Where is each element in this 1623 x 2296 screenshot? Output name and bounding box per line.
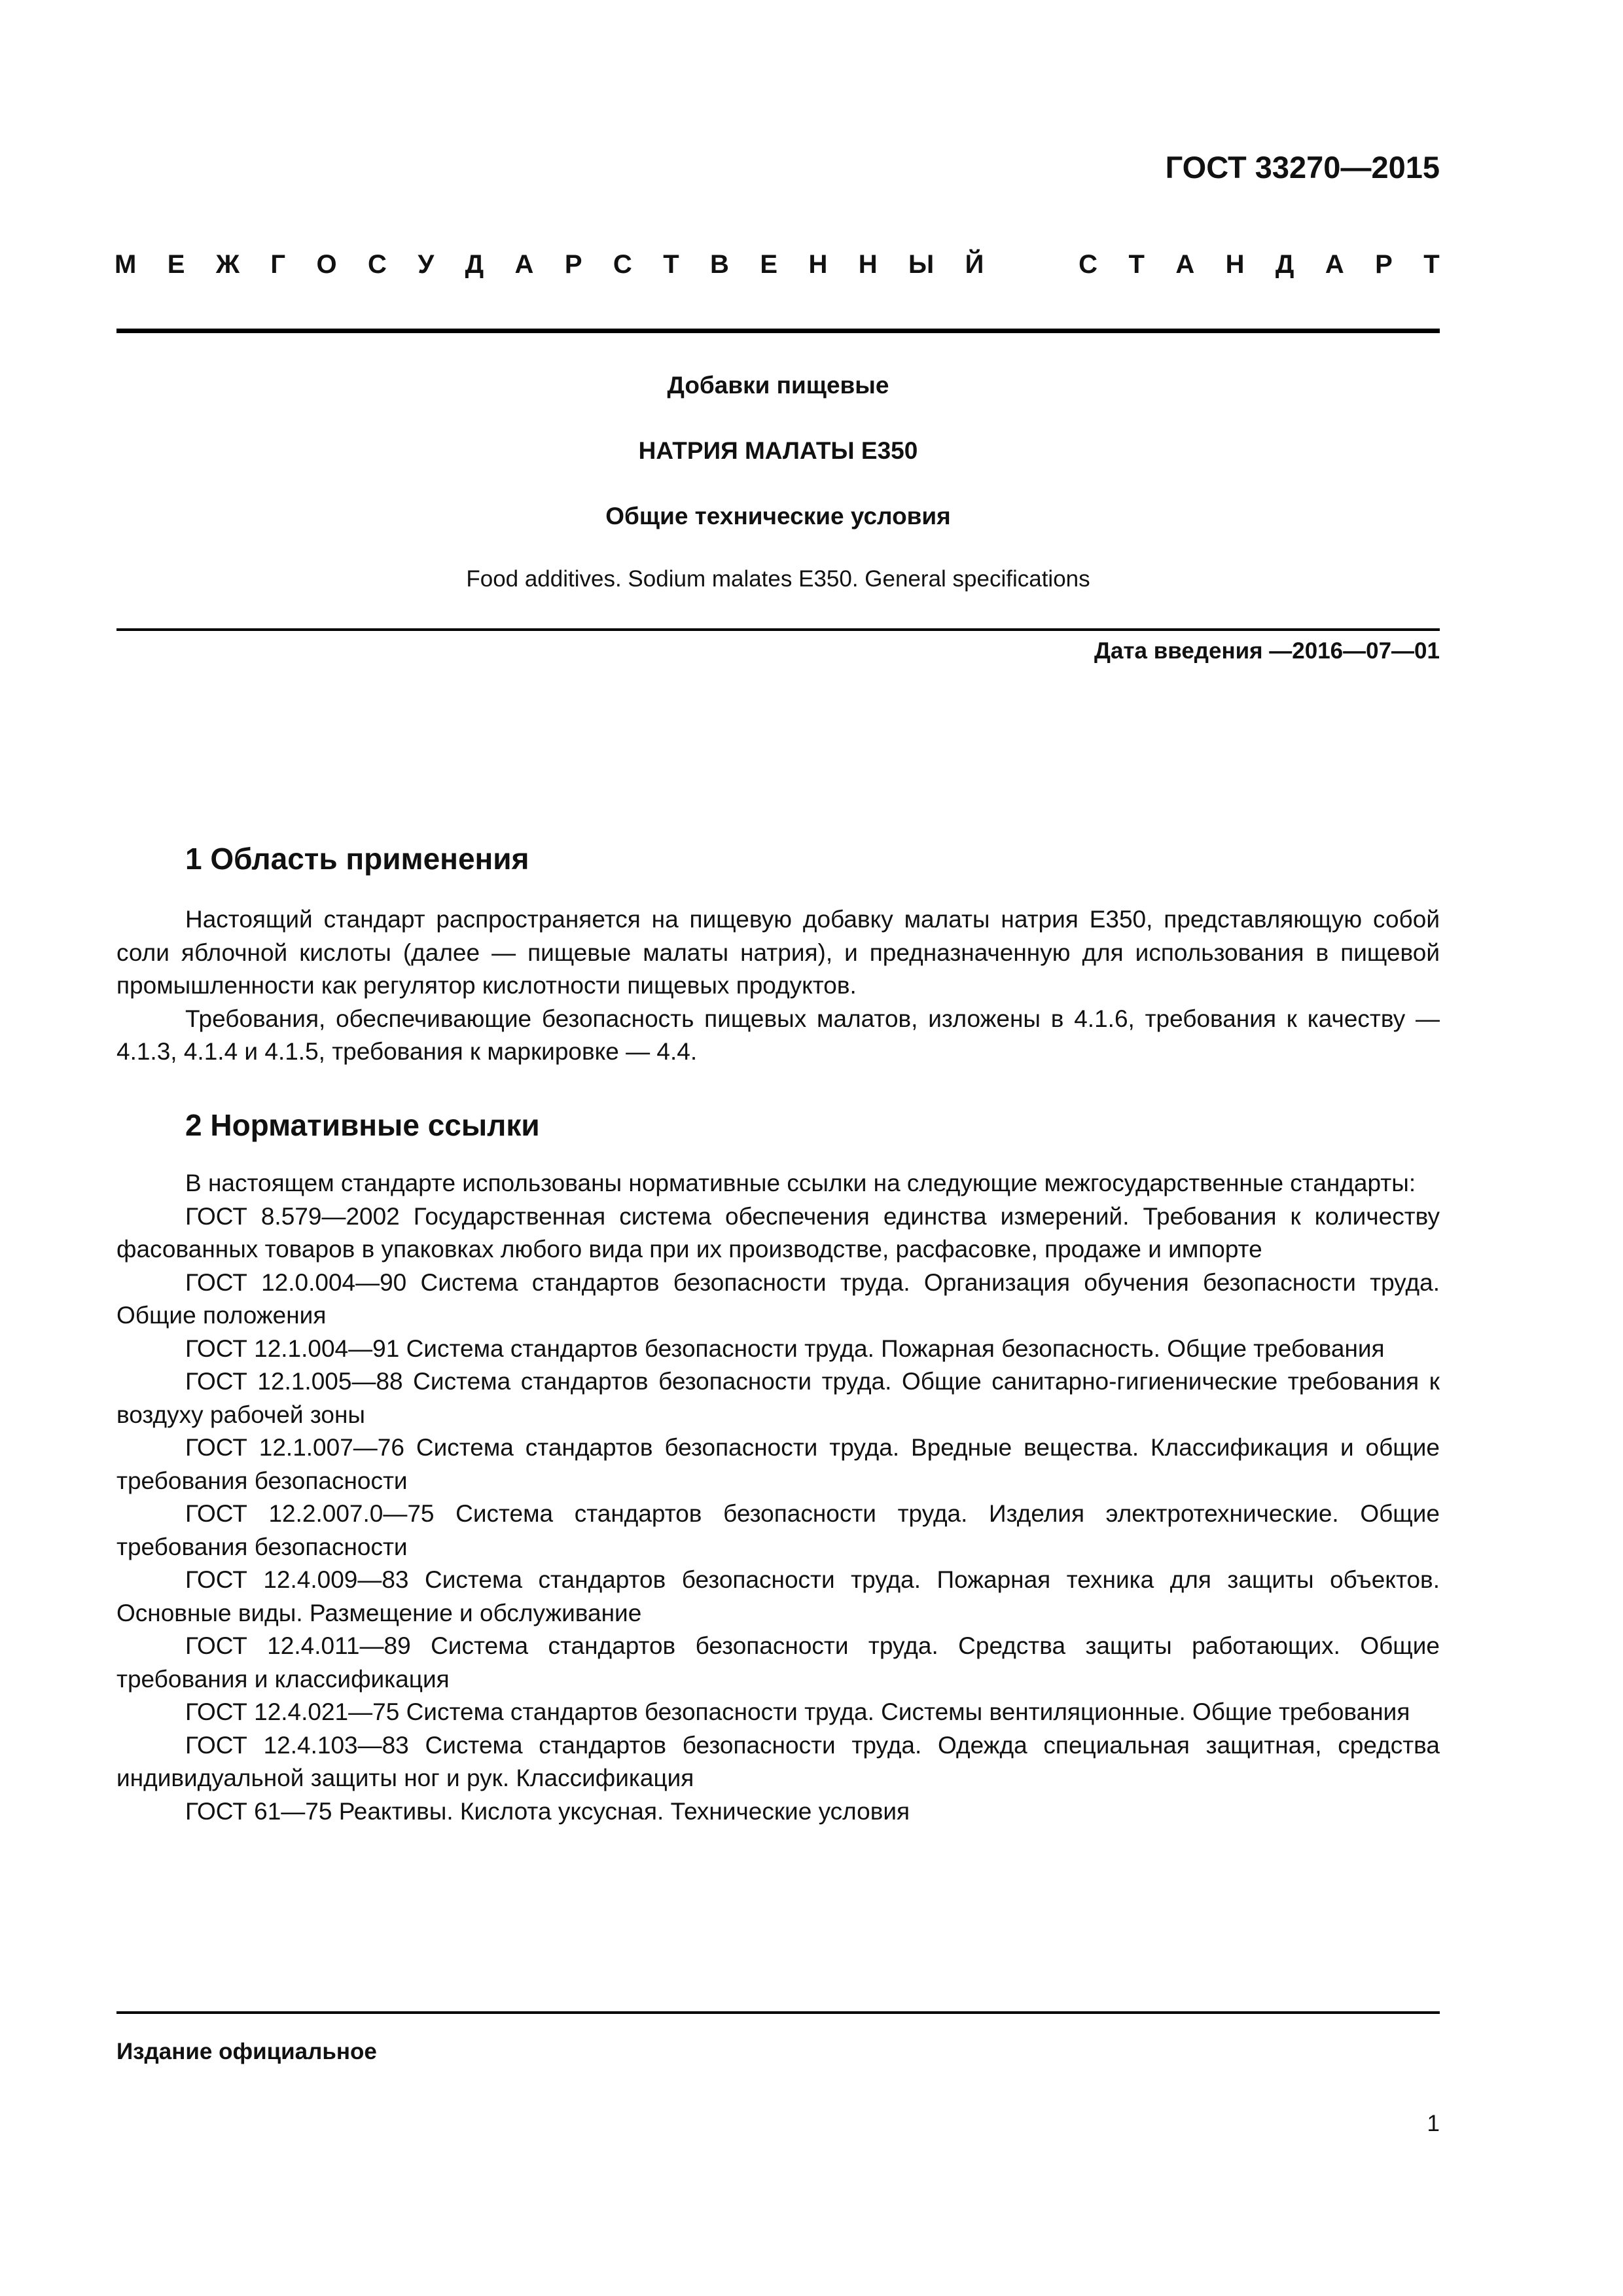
heading-letter: М bbox=[115, 250, 137, 279]
heading-letter: С bbox=[613, 250, 632, 279]
paragraph: Настоящий стандарт распространяется на пищевую добавку малаты натрия Е350, представляющую собой соли яблочной кислоты (далее — пищевые малаты натрия), и предназначенную для использования в пищевой промышленности как регулятор кислотности пищевых продуктов. bbox=[116, 906, 1440, 999]
footer-divider bbox=[116, 2011, 1440, 2014]
heading-letter: Т bbox=[663, 250, 679, 279]
official-edition-label: Издание официальное bbox=[116, 2039, 377, 2064]
english-title: Food additives. Sodium malates E350. General specifications bbox=[466, 566, 1090, 592]
reference-item: ГОСТ 12.1.005—88 Система стандартов безопасности труда. Общие санитарно-гигиенические требования к воздуху рабочей зоны bbox=[116, 1368, 1440, 1428]
section-1-heading: 1 Область применения bbox=[185, 842, 529, 876]
heading-letter: Т bbox=[1128, 250, 1145, 279]
heading-letter: Е bbox=[167, 250, 185, 279]
heading-letter: А bbox=[1175, 250, 1195, 279]
page-number: 1 bbox=[1427, 2111, 1440, 2136]
title-line-2: НАТРИЯ МАЛАТЫ Е350 bbox=[638, 437, 918, 464]
heading-letter: О bbox=[316, 250, 337, 279]
heading-letter: С bbox=[1079, 250, 1098, 279]
title-divider bbox=[116, 628, 1440, 631]
heading-letter: Т bbox=[1423, 250, 1440, 279]
heading-letter: Р bbox=[1375, 250, 1393, 279]
reference-item: ГОСТ 61—75 Реактивы. Кислота уксусная. Технические условия bbox=[185, 1797, 910, 1825]
title-line-1: Добавки пищевые bbox=[667, 372, 889, 399]
header-divider bbox=[116, 329, 1440, 333]
heading-letter: А bbox=[514, 250, 534, 279]
interstate-standard-heading bbox=[115, 250, 1440, 279]
title-line-3: Общие технические условия bbox=[605, 503, 951, 529]
gost-number: ГОСТ 33270—2015 bbox=[1165, 150, 1440, 185]
heading-letter: В bbox=[710, 250, 729, 279]
reference-item: ГОСТ 12.1.007—76 Система стандартов безопасности труда. Вредные вещества. Классификация и общие требования безопасности bbox=[116, 1434, 1440, 1494]
paragraph: В настоящем стандарте использованы нормативные ссылки на следующие межгосударственные стандарты: bbox=[185, 1170, 1416, 1196]
heading-letter: Ж bbox=[215, 250, 240, 279]
heading-letter: С bbox=[368, 250, 387, 279]
heading-letter: Н bbox=[808, 250, 828, 279]
heading-letter: Е bbox=[760, 250, 778, 279]
heading-letter: Н bbox=[1225, 250, 1245, 279]
word-gap bbox=[1015, 250, 1048, 279]
reference-item: ГОСТ 12.0.004—90 Система стандартов безопасности труда. Организация обучения безопасности труда. Общие положения bbox=[116, 1268, 1440, 1329]
heading-letter: А bbox=[1325, 250, 1344, 279]
reference-item: ГОСТ 12.2.007.0—75 Система стандартов безопасности труда. Изделия электротехнические. Общие требования безопасности bbox=[116, 1500, 1440, 1560]
heading-letter: У bbox=[418, 250, 435, 279]
section-1-body bbox=[116, 903, 1440, 1069]
reference-item: ГОСТ 12.4.009—83 Система стандартов безопасности труда. Пожарная техника для защиты объектов. Основные виды. Размещение и обслуживание bbox=[116, 1566, 1440, 1626]
heading-letter: Н bbox=[858, 250, 878, 279]
reference-item: ГОСТ 8.579—2002 Государственная система обеспечения единства измерений. Требования к количеству фасованных товаров в упаковках любого вида при их производстве, расфасовке, продаже и импорте bbox=[116, 1202, 1440, 1263]
heading-letter: Д bbox=[1275, 250, 1294, 279]
reference-item: ГОСТ 12.4.011—89 Система стандартов безопасности труда. Средства защиты работающих. Общие требования и классификация bbox=[116, 1632, 1440, 1693]
paragraph: Требования, обеспечивающие безопасность пищевых малатов, изложены в 4.1.6, требования к качеству — 4.1.3, 4.1.4 и 4.1.5, требования к маркировке — 4.4. bbox=[116, 1005, 1440, 1065]
reference-item: ГОСТ 12.4.021—75 Система стандартов безопасности труда. Системы вентиляционные. Общие требования bbox=[185, 1698, 1410, 1725]
heading-letter: Й bbox=[965, 250, 984, 279]
section-2-body bbox=[116, 1167, 1440, 1828]
heading-letter: Р bbox=[564, 250, 582, 279]
reference-item: ГОСТ 12.1.004—91 Система стандартов безопасности труда. Пожарная безопасность. Общие требования bbox=[185, 1335, 1385, 1362]
heading-letter: Г bbox=[270, 250, 286, 279]
section-2-heading: 2 Нормативные ссылки bbox=[185, 1108, 540, 1142]
heading-letter: Ы bbox=[908, 250, 935, 279]
reference-item: ГОСТ 12.4.103—83 Система стандартов безопасности труда. Одежда специальная защитная, средства индивидуальной защиты ног и рук. Классификация bbox=[116, 1731, 1440, 1791]
effective-date: Дата введения —2016—07—01 bbox=[1094, 638, 1440, 664]
heading-letter: Д bbox=[465, 250, 484, 279]
